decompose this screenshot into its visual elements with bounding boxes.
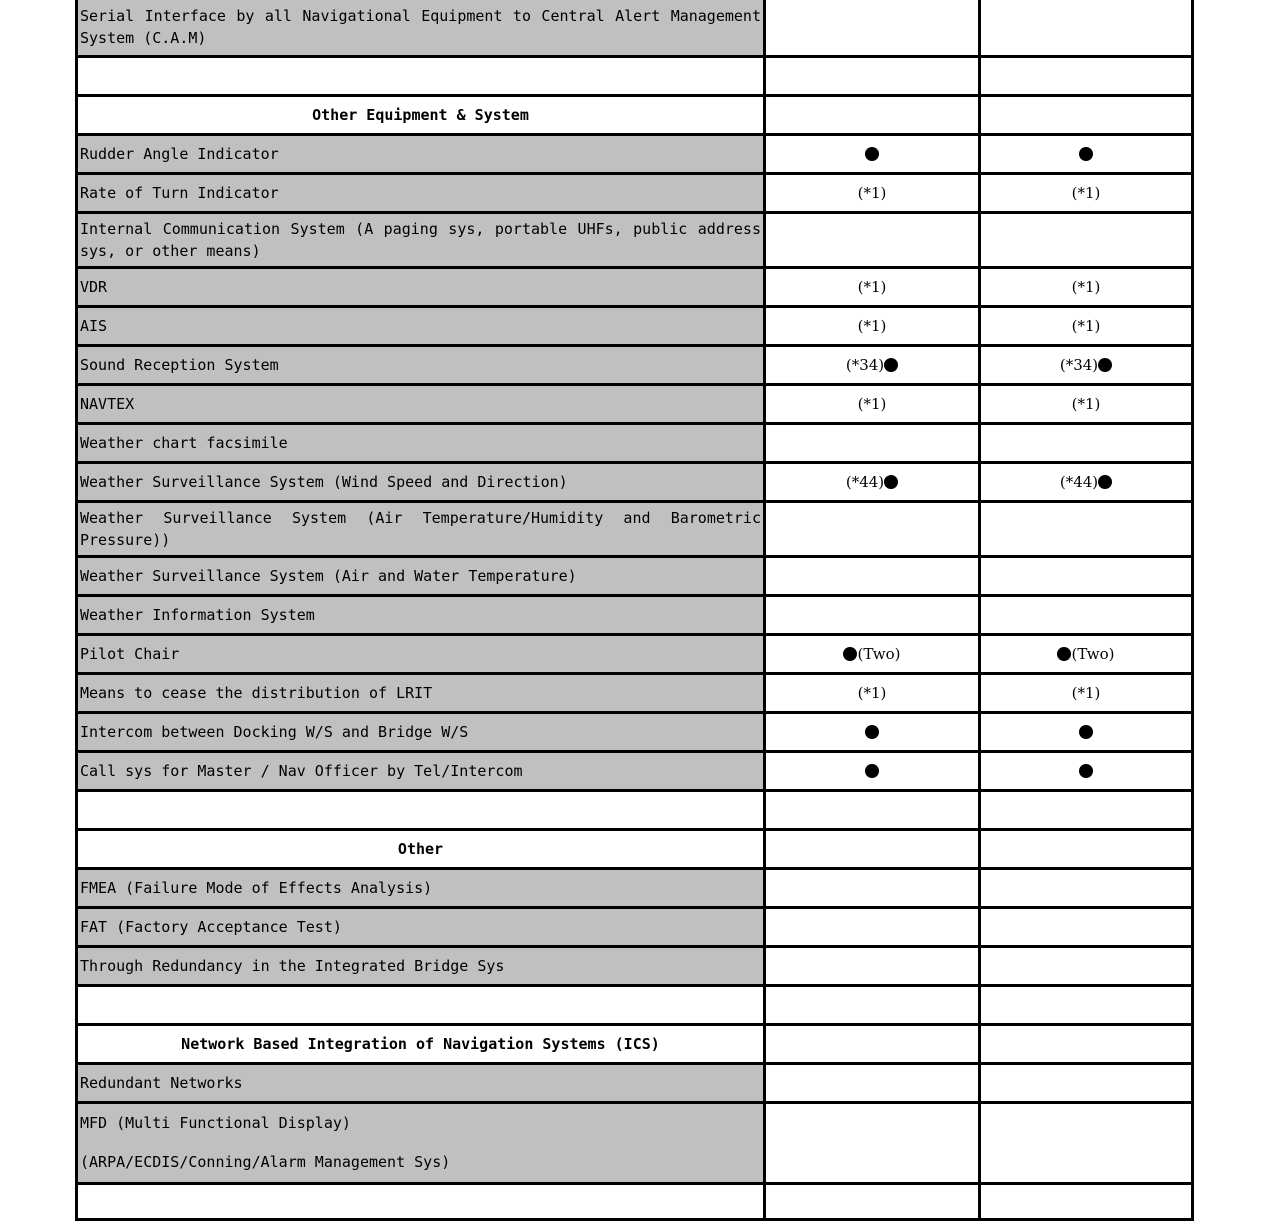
item-label: Rate of Turn Indicator [77, 173, 765, 212]
item-label-line: (ARPA/ECDIS/Conning/Alarm Management Sys) [80, 1152, 451, 1171]
value-cell: (*1) [765, 384, 980, 423]
table-row [77, 985, 1193, 1024]
blank-cell [765, 985, 980, 1024]
table-row [77, 634, 1193, 673]
section-heading: Other [77, 829, 765, 868]
table-row [77, 1024, 1193, 1063]
filled-circle-icon [1079, 764, 1093, 778]
table-row [77, 173, 1193, 212]
filled-circle-icon [884, 475, 898, 489]
table-row [77, 907, 1193, 946]
value-cell [980, 212, 1193, 267]
table-row [77, 134, 1193, 173]
blank-cell [765, 1183, 980, 1219]
blank-cell [980, 56, 1193, 95]
value-cell: (*1) [980, 306, 1193, 345]
note-text: (*34) [1059, 355, 1099, 374]
value-cell [765, 751, 980, 790]
table-row [77, 868, 1193, 907]
item-label: Weather Surveillance System (Wind Speed and Direction) [77, 462, 765, 501]
value-cell [765, 868, 980, 907]
value-cell: (*1) [980, 173, 1193, 212]
table-row [77, 423, 1193, 462]
item-label: VDR [77, 267, 765, 306]
note-text: (*44) [845, 472, 885, 491]
value-cell [765, 1063, 980, 1102]
section-heading: Other Equipment & System [77, 95, 765, 134]
note-text: (Two) [857, 644, 901, 663]
item-label-line: MFD (Multi Functional Display) [80, 1113, 351, 1132]
table-row [77, 1063, 1193, 1102]
value-cell [980, 134, 1193, 173]
value-cell [980, 345, 1193, 384]
filled-circle-icon [1057, 647, 1071, 661]
filled-circle-icon [843, 647, 857, 661]
item-label: Rudder Angle Indicator [77, 134, 765, 173]
value-cell [765, 1024, 980, 1063]
item-label: Internal Communication System (A paging sys, portable UHFs, public address sys, or other means) [77, 212, 765, 267]
value-cell [765, 946, 980, 985]
value-cell [980, 1024, 1193, 1063]
value-cell [980, 95, 1193, 134]
item-label: Through Redundancy in the Integrated Bridge Sys [77, 946, 765, 985]
value-cell [765, 423, 980, 462]
value-cell [980, 751, 1193, 790]
item-label: Pilot Chair [77, 634, 765, 673]
table-row [77, 212, 1193, 267]
table-row [77, 0, 1193, 56]
filled-circle-icon [1098, 475, 1112, 489]
value-cell [980, 556, 1193, 595]
filled-circle-icon [1079, 147, 1093, 161]
value-cell: (*1) [765, 673, 980, 712]
value-cell [980, 423, 1193, 462]
value-cell [765, 134, 980, 173]
item-label: Redundant Networks [77, 1063, 765, 1102]
item-label: FMEA (Failure Mode of Effects Analysis) [77, 868, 765, 907]
table-row [77, 1102, 1193, 1183]
value-cell [765, 634, 980, 673]
table-row [77, 790, 1193, 829]
blank-cell [980, 790, 1193, 829]
blank-cell [77, 56, 765, 95]
table-row [77, 384, 1193, 423]
value-cell [765, 212, 980, 267]
value-cell [980, 1102, 1193, 1183]
value-cell [765, 0, 980, 56]
table-row [77, 595, 1193, 634]
value-cell [765, 556, 980, 595]
value-cell [980, 634, 1193, 673]
table-row [77, 267, 1193, 306]
table-row [77, 829, 1193, 868]
table-row [77, 712, 1193, 751]
item-label: AIS [77, 306, 765, 345]
table-row [77, 501, 1193, 556]
filled-circle-icon [1079, 725, 1093, 739]
item-label: FAT (Factory Acceptance Test) [77, 907, 765, 946]
table-row [77, 306, 1193, 345]
item-label: Weather Information System [77, 595, 765, 634]
blank-cell [77, 1183, 765, 1219]
table-row [77, 946, 1193, 985]
value-cell [765, 95, 980, 134]
equipment-table [75, 0, 1194, 1221]
blank-cell [980, 1183, 1193, 1219]
filled-circle-icon [865, 725, 879, 739]
value-cell: (*1) [765, 267, 980, 306]
blank-cell [980, 985, 1193, 1024]
note-text: (*44) [1059, 472, 1099, 491]
item-label: Weather Surveillance System (Air and Water Temperature) [77, 556, 765, 595]
value-cell: (*1) [765, 306, 980, 345]
table-row [77, 462, 1193, 501]
item-label: Weather Surveillance System (Air Temperature/Humidity and Barometric Pressure)) [77, 501, 765, 556]
value-cell [765, 462, 980, 501]
value-cell [980, 595, 1193, 634]
blank-cell [77, 985, 765, 1024]
item-label [77, 1102, 765, 1183]
filled-circle-icon [1098, 358, 1112, 372]
value-cell: (*1) [980, 267, 1193, 306]
section-heading: Network Based Integration of Navigation Systems (ICS) [77, 1024, 765, 1063]
value-cell [980, 0, 1193, 56]
value-cell [765, 345, 980, 384]
table-row [77, 751, 1193, 790]
filled-circle-icon [865, 147, 879, 161]
value-cell [980, 712, 1193, 751]
table-row [77, 95, 1193, 134]
item-label: NAVTEX [77, 384, 765, 423]
value-cell [980, 462, 1193, 501]
value-cell: (*1) [980, 384, 1193, 423]
value-cell [980, 1063, 1193, 1102]
table-row [77, 556, 1193, 595]
filled-circle-icon [884, 358, 898, 372]
note-text: (Two) [1071, 644, 1115, 663]
table-row [77, 673, 1193, 712]
value-cell [980, 946, 1193, 985]
table-row [77, 1183, 1193, 1219]
value-cell [765, 829, 980, 868]
value-cell [765, 595, 980, 634]
item-label: Serial Interface by all Navigational Equipment to Central Alert Management System (C.A.M) [77, 0, 765, 56]
note-text: (*34) [845, 355, 885, 374]
value-cell [980, 907, 1193, 946]
blank-cell [765, 56, 980, 95]
item-label: Means to cease the distribution of LRIT [77, 673, 765, 712]
table-row [77, 56, 1193, 95]
value-cell [980, 868, 1193, 907]
value-cell [765, 907, 980, 946]
value-cell [980, 829, 1193, 868]
filled-circle-icon [865, 764, 879, 778]
value-cell: (*1) [765, 173, 980, 212]
blank-cell [77, 790, 765, 829]
item-label: Weather chart facsimile [77, 423, 765, 462]
value-cell [765, 712, 980, 751]
value-cell [765, 1102, 980, 1183]
table-row [77, 345, 1193, 384]
value-cell [980, 501, 1193, 556]
item-label: Sound Reception System [77, 345, 765, 384]
item-label: Call sys for Master / Nav Officer by Tel/Intercom [77, 751, 765, 790]
blank-cell [765, 790, 980, 829]
value-cell: (*1) [980, 673, 1193, 712]
value-cell [765, 501, 980, 556]
item-label: Intercom between Docking W/S and Bridge W/S [77, 712, 765, 751]
